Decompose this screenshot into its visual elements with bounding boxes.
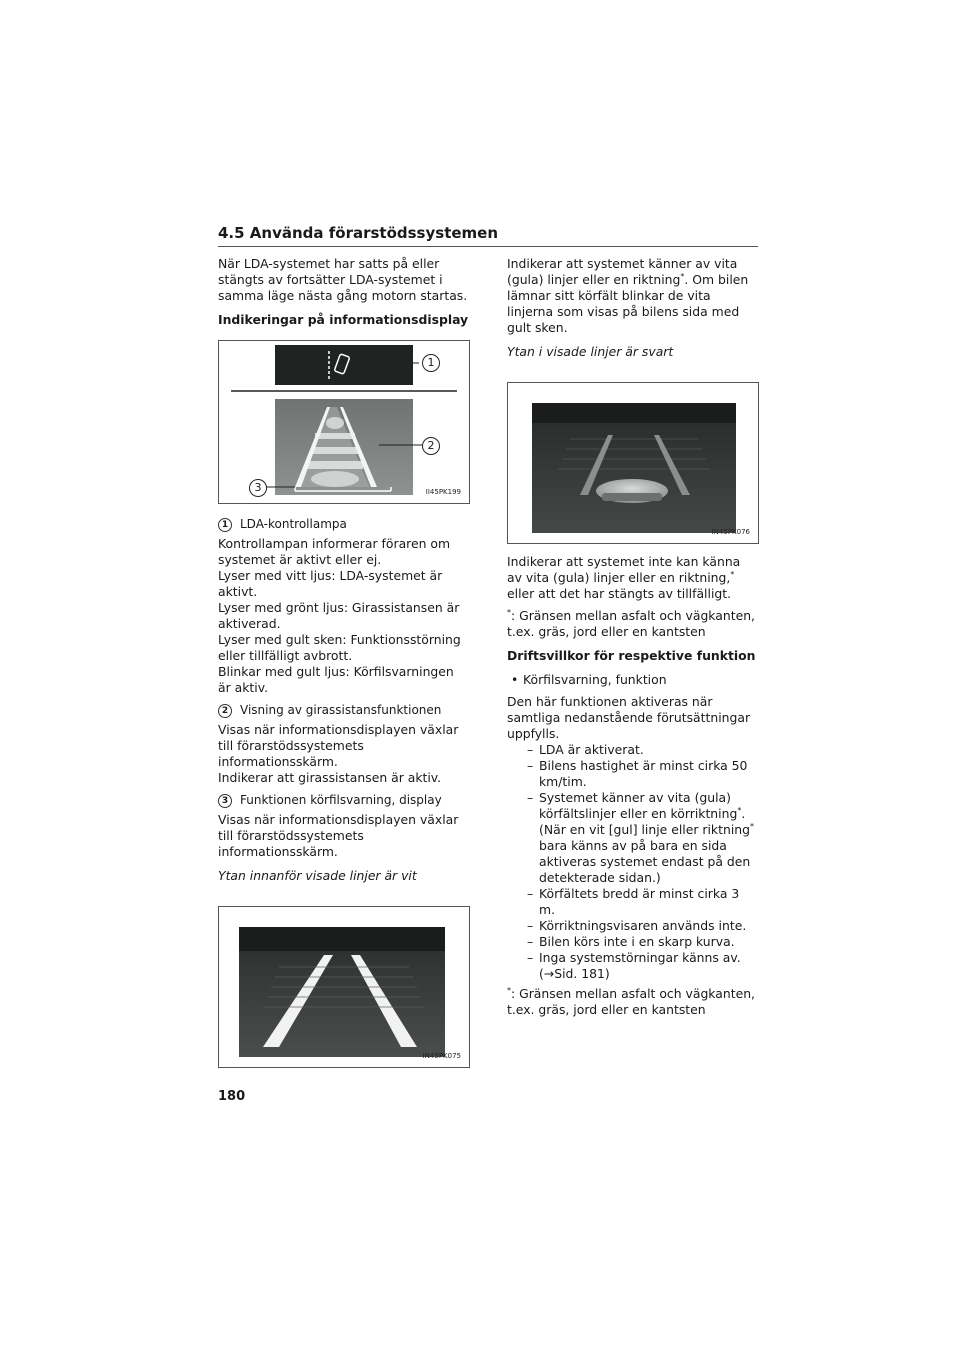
item-number-3: 3 <box>218 794 232 808</box>
caption-black-area: Ytan i visade linjer är svart <box>507 344 674 359</box>
callout-1: 1 <box>422 354 440 372</box>
text-span: Indikerar att systemet känner av vita (gula) linjer eller en riktning <box>507 256 738 287</box>
text-span: eller att det har stängts av tillfälligt. <box>507 586 732 601</box>
condition-item: – Körfältets bredd är minst cirka 3 m. <box>539 886 759 918</box>
figure-lane-black <box>507 382 759 544</box>
lane-black-illustration <box>508 383 758 543</box>
lane-white-illustration <box>219 907 469 1067</box>
condition-item: – Inga systemstörningar känns av. (→Sid. 181) <box>539 950 759 982</box>
condition-item <box>539 790 759 886</box>
item-3-heading <box>218 792 470 808</box>
conditions-intro: Den här funktionen aktiveras när samtliga nedanstående förutsättningar uppfylls. <box>507 694 751 741</box>
footnote-mark: * <box>749 821 754 831</box>
footnote-mark: * <box>507 607 511 617</box>
footnote-mark: * <box>737 805 742 815</box>
item-1-text: Lyser med gult sken: Funktionsstörning eller tillfälligt avbrott. <box>218 632 461 663</box>
page-number: 180 <box>218 1089 246 1104</box>
item-number-1: 1 <box>218 518 232 532</box>
footnote-1 <box>507 608 759 640</box>
footnote-2 <box>507 986 759 1018</box>
text-span: bara känns av på bara en sida aktiveras systemet endast på den detekterade sidan.) <box>539 838 751 885</box>
callout-2: 2 <box>422 437 440 455</box>
item-3-title: Funktionen körfilsvarning, display <box>240 793 442 807</box>
item-2-text: Indikerar att girassistansen är aktiv. <box>218 770 442 785</box>
condition-item: – Körriktningsvisaren används inte. <box>539 918 759 934</box>
item-1-heading <box>218 516 470 532</box>
footnote-mark: * <box>507 985 511 995</box>
footnote-mark: * <box>730 569 735 579</box>
bullet-item: • Körfilsvarning, funktion <box>523 672 759 688</box>
text-span: : Gränsen mellan asfalt och vägkanten, t.ex. gräs, jord eller en kantsten <box>507 608 755 639</box>
section-header: 4.5 Använda förarstödssystemen <box>218 224 758 247</box>
caption-white-area: Ytan innanför visade linjer är vit <box>218 868 417 883</box>
condition-item: – Bilens hastighet är minst cirka 50 km/tim. <box>539 758 759 790</box>
condition-item: – Bilen körs inte i en skarp kurva. <box>539 934 759 950</box>
text-span: Systemet känner av vita (gula) körfältslinjer eller en körriktning <box>539 790 738 821</box>
item-1-text: Kontrollampan informerar föraren om systemet är aktivt eller ej. <box>218 536 451 567</box>
text-span: . (När en vit [gul] linje eller riktning <box>539 806 750 837</box>
text-span: Indikerar att systemet inte kan känna av vita (gula) linjer eller en riktning, <box>507 554 741 585</box>
item-2-heading <box>218 702 470 718</box>
right-paragraph-2 <box>507 554 759 602</box>
display-heading: Indikeringar på informationsdisplay <box>218 312 469 327</box>
item-1-title: LDA-kontrollampa <box>240 517 347 531</box>
figure-code: II45PK199 <box>425 488 461 496</box>
figure-lda-display <box>218 340 470 504</box>
item-2-title: Visning av girassistansfunktionen <box>240 703 442 717</box>
right-column <box>507 256 759 1024</box>
left-column <box>218 256 470 1068</box>
bullet-list <box>507 672 759 688</box>
condition-item: – LDA är aktiverat. <box>539 742 759 758</box>
item-1-text: Blinkar med gult ljus: Körfilsvarningen är aktiv. <box>218 664 454 695</box>
item-3-text: Visas när informationsdisplayen växlar till förarstödssystemets informationsskärm. <box>218 812 459 859</box>
item-2-text: Visas när informationsdisplayen växlar till förarstödssystemets informationsskärm. <box>218 722 459 769</box>
right-paragraph-1 <box>507 256 759 336</box>
conditions-heading: Driftsvillkor för respektive funktion <box>507 648 756 663</box>
text-span: . Om bilen lämnar sitt körfält blinkar de vita linjerna som visas på bilens sida med gult sken. <box>507 272 749 335</box>
item-1-text: Lyser med grönt ljus: Girassistansen är aktiverad. <box>218 600 460 631</box>
footnote-mark: * <box>680 271 685 281</box>
conditions-list <box>507 742 759 982</box>
figure-lane-white <box>218 906 470 1068</box>
figure-code: IN45PK076 <box>711 528 750 536</box>
figure-code: IN45PK075 <box>422 1052 461 1060</box>
item-1-text: Lyser med vitt ljus: LDA-systemet är aktivt. <box>218 568 443 599</box>
item-number-2: 2 <box>218 704 232 718</box>
text-span: : Gränsen mellan asfalt och vägkanten, t.ex. gräs, jord eller en kantsten <box>507 986 755 1017</box>
intro-paragraph: När LDA-systemet har satts på eller stängts av fortsätter LDA-systemet i samma läge nästa gång motorn startas. <box>218 256 468 303</box>
callout-3: 3 <box>249 479 267 497</box>
